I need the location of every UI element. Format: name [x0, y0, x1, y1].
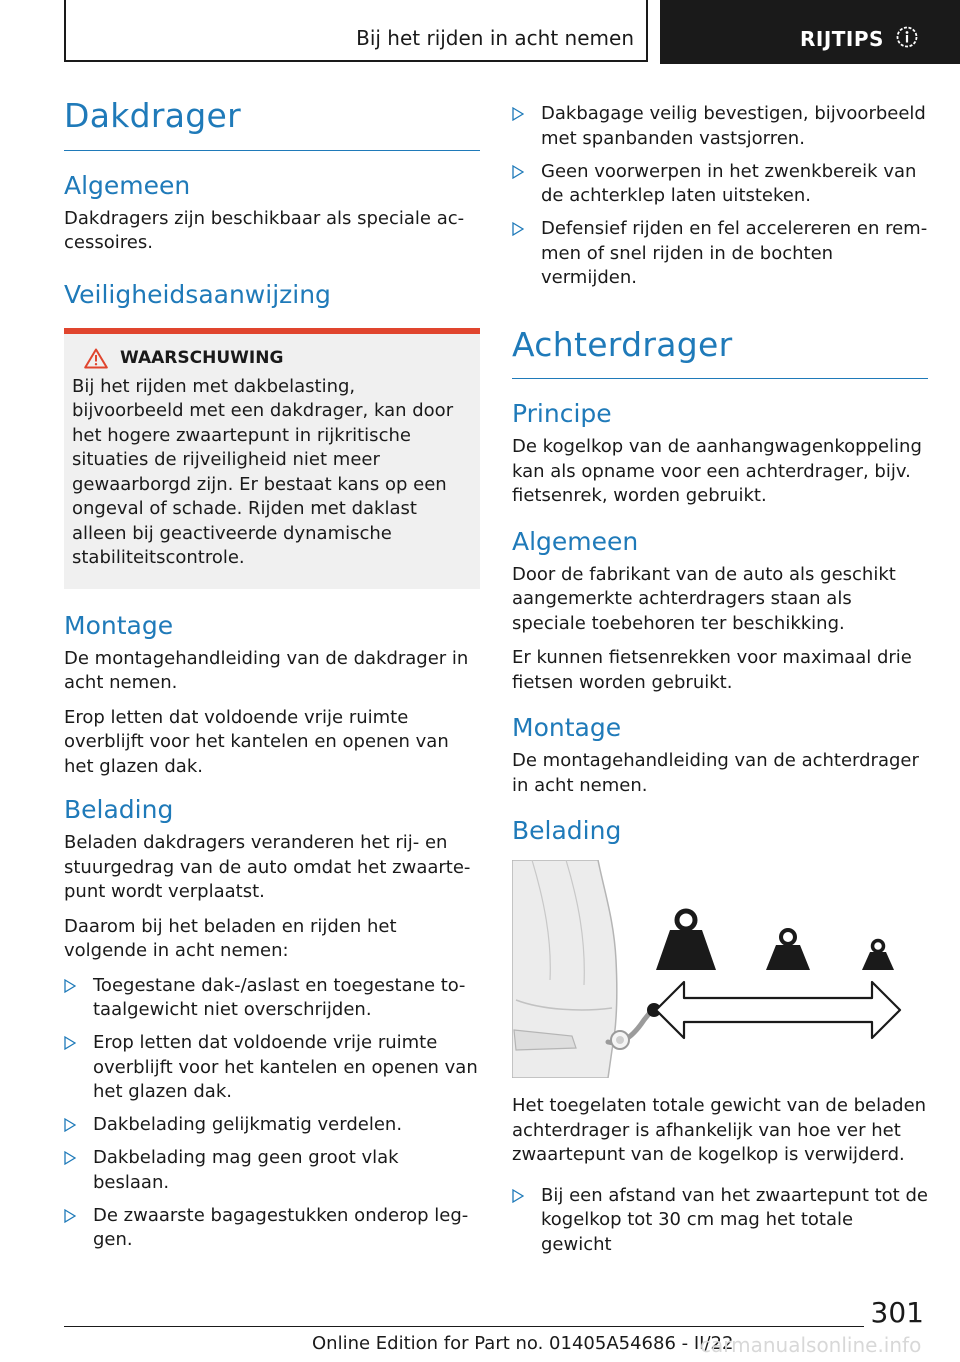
list-item	[512, 1184, 928, 1258]
illustration-rear-carrier-weight-distribution	[512, 860, 928, 1078]
list-item	[64, 1204, 480, 1253]
warning-text: Bij het rijden met dakbelasting, bijvoorbeeld met een dakdrager, kan door het hogere zwaartepunt in rijkritische situaties de rijveiligheid niet meer gewaarborgd zijn. Er bestaat kans op een ongeval of schade. Rijden met daklast alleen bij geactiveerde dynamische stabiliteitscontrole.	[72, 375, 454, 569]
belading-achterdrager-bullet-list	[512, 1184, 928, 1258]
paragraph-montage-2: Erop letten dat voldoende vrije ruimte overblijft voor het kantelen en openen van het glazen dak.	[64, 706, 449, 777]
heading-belading-achterdrager: Belading	[512, 816, 622, 846]
paragraph-belading-2: Daarom bij het beladen en rijden het volgende in acht nemen:	[64, 915, 397, 962]
warning-label: WAARSCHUWING	[120, 348, 284, 369]
paragraph-montage-1: De montagehandleiding van de dakdrager in acht nemen.	[64, 647, 469, 694]
list-item-text: Bij een afstand van het zwaartepunt tot de kogelkop tot 30 cm mag het totale gewicht	[541, 1184, 928, 1255]
list-item	[64, 1031, 480, 1105]
page-number: 301	[870, 1296, 924, 1329]
list-item	[64, 974, 480, 1023]
paragraph-algemeen-achterdrager-1: Door de fabrikant van de auto als geschikt aangemerkte achterdragers staan als speciale toebehoren ter beschikking.	[512, 563, 896, 634]
paragraph-algemeen-achterdrager-2: Er kunnen fietsenrekken voor maximaal drie fietsen worden gebruikt.	[512, 647, 912, 693]
page-title-achterdrager: Achterdrager	[512, 325, 928, 380]
list-item-text: De zwaarste bagagestukken onderop leggen.	[93, 1204, 469, 1251]
header-section-title: Bij het rijden in acht nemen	[356, 26, 634, 50]
bullet-triangle-icon	[64, 1118, 76, 1132]
footer-watermark: carmanualsonline.info	[700, 1333, 922, 1357]
list-item-text: Geen voorwerpen in het zwenkbereik van de achterklep laten uitsteken.	[541, 160, 917, 206]
heading-algemeen-achterdrager: Algemeen	[512, 526, 639, 556]
paragraph-belading-achterdrager: Het toegelaten totale gewicht van de beladen achterdrager is afhankelijk van hoe ver het zwaartepunt van de kogelkop is verwijderd.	[512, 1095, 927, 1166]
header-section-box	[64, 0, 648, 62]
bullet-triangle-icon	[512, 222, 524, 236]
list-item	[64, 1113, 480, 1138]
list-item	[64, 1146, 480, 1195]
bullet-triangle-icon	[512, 165, 524, 179]
list-item	[512, 217, 928, 291]
header-chapter-box	[660, 0, 960, 64]
heading-montage: Montage	[64, 610, 174, 640]
list-item-text: Dakbagage veilig bevestigen, bijvoorbeeld met spanbanden vastsjorren.	[541, 103, 926, 149]
bullet-triangle-icon	[512, 1189, 524, 1203]
belading-bullet-list	[64, 974, 480, 1253]
list-item-text: Defensief rijden en fel accelereren en remmen of snel rijden in de bochten vermijden.	[541, 218, 928, 288]
dakdrager-bullet-list-continued	[512, 102, 928, 291]
page-title-dakdrager: Dakdrager	[64, 96, 480, 151]
paragraph-algemeen: Dakdragers zijn beschikbaar als speciale accessoires.	[64, 207, 465, 254]
bullet-triangle-icon	[64, 1036, 76, 1050]
header-chapter-title: RIJTIPS	[800, 27, 884, 51]
list-item-text: Toegestane dak-/aslast en toegestane totaalgewicht niet overschrijden.	[93, 974, 466, 1021]
right-column	[512, 102, 928, 1266]
weight-large-icon	[656, 911, 716, 970]
warning-header	[84, 348, 472, 369]
heading-belading: Belading	[64, 795, 174, 825]
weight-small-icon	[862, 941, 894, 971]
left-column	[64, 96, 480, 1261]
bullet-triangle-icon	[64, 979, 76, 993]
list-item-text: Erop letten dat voldoende vrije ruimte overblijft voor het kantelen en openen van het glazen dak.	[93, 1032, 478, 1103]
footer-edition: Online Edition for Part no. 01405A54686 - II/22	[312, 1333, 734, 1354]
list-item-text: Dakbelading mag geen groot vlak beslaan.	[93, 1147, 399, 1193]
weight-medium-icon	[766, 930, 810, 970]
bullet-triangle-icon	[64, 1151, 76, 1165]
warning-triangle-icon	[84, 348, 108, 369]
list-item	[512, 160, 928, 209]
warning-box	[64, 328, 480, 589]
heading-principe: Principe	[512, 399, 612, 429]
paragraph-principe: De kogelkop van de aanhangwagenkoppeling kan als opname voor een achterdrager, bijv. fietsenrek, worden gebruikt.	[512, 436, 922, 507]
bullet-triangle-icon	[64, 1209, 76, 1223]
info-icon	[896, 26, 918, 48]
list-item	[512, 102, 928, 151]
footer-divider	[64, 1326, 864, 1327]
paragraph-montage-achterdrager: De montagehandleiding van de achterdrager in acht nemen.	[512, 750, 919, 796]
heading-algemeen: Algemeen	[64, 170, 191, 200]
paragraph-belading-1: Beladen dakdragers veranderen het rij- en stuurgedrag van de auto omdat het zwaartepunt wordt verplaatst.	[64, 832, 471, 903]
heading-veiligheidsaanwijzing: Veiligheidsaanwijzing	[64, 279, 331, 309]
bullet-triangle-icon	[512, 107, 524, 121]
heading-montage-achterdrager: Montage	[512, 713, 622, 743]
list-item-text: Dakbelading gelijkmatig verdelen.	[93, 1114, 403, 1136]
